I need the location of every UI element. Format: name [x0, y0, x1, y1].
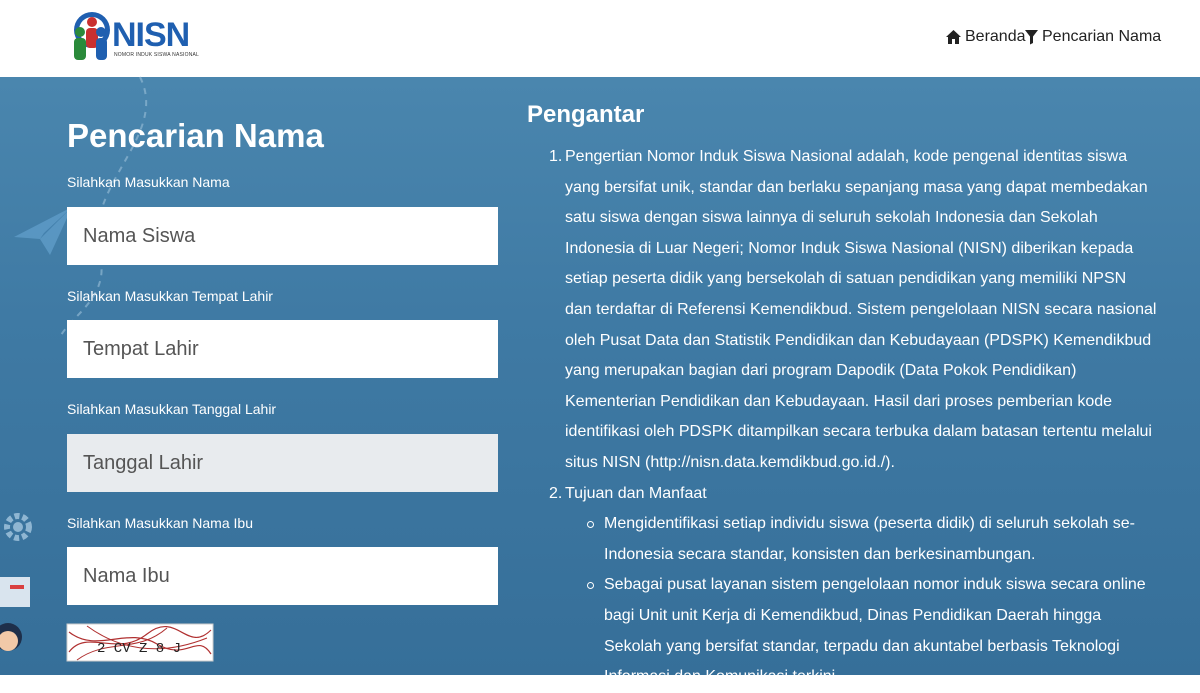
- nav-beranda-link[interactable]: [945, 28, 1026, 46]
- tanggal-lahir-input[interactable]: [67, 434, 498, 492]
- nama-ibu-label: Silahkan Masukkan Nama Ibu: [67, 515, 253, 531]
- intro-item-2: [527, 479, 1157, 510]
- logo-subtext: NOMOR INDUK SISWA NASIONAL: [114, 52, 200, 58]
- filter-icon: [1024, 29, 1039, 45]
- tanggal-lahir-label: Silahkan Masukkan Tanggal Lahir: [67, 401, 277, 417]
- captcha-image: [67, 624, 213, 661]
- intro-item-1: [527, 142, 1157, 479]
- nama-siswa-input[interactable]: [67, 207, 498, 265]
- intro-subitem-1-text: Mengidentifikasi setiap individu siswa (peserta didik) di seluruh sekolah se-Indonesia secara standar, konsisten dan berkesinambungan.: [604, 515, 1135, 563]
- person-illustration: [0, 577, 40, 677]
- tempat-lahir-input[interactable]: [67, 320, 498, 378]
- intro-item-1-number: 1.: [549, 148, 563, 165]
- gear-icon: [0, 507, 40, 547]
- nav-beranda-label: Beranda: [965, 28, 1026, 45]
- top-navbar: [0, 0, 1200, 77]
- nisn-logo[interactable]: [68, 8, 200, 66]
- intro-list: [527, 142, 1157, 693]
- nav-pencarian-nama-link[interactable]: [1024, 28, 1161, 46]
- logo-text: NISN: [112, 16, 190, 54]
- main-section: [0, 77, 1200, 686]
- nama-ibu-input[interactable]: [67, 547, 498, 605]
- intro-subitem-2-text: Sebagai pusat layanan sistem pengelolaan nomor induk siswa secara online bagi Unit unit Kerja di Kemendikbud, Dinas Pendidikan Daerah hingga Sekolah yang bersifat standar, terpadu dan akuntabel berbasis Teknologi Informasi dan Komunikasi terkini.: [604, 576, 1146, 686]
- bullet-icon: [587, 582, 594, 589]
- nama-label: Silahkan Masukkan Nama: [67, 174, 230, 190]
- nav-pencarian-nama-label: Pencarian Nama: [1042, 28, 1162, 45]
- intro-item-2-number: 2.: [549, 484, 563, 502]
- students-logo-icon: [68, 8, 116, 66]
- paper-plane-icon: [14, 197, 74, 257]
- intro-title: Pengantar: [527, 101, 645, 128]
- form-title: Pencarian Nama: [67, 117, 324, 154]
- intro-subitem-1: [527, 509, 1157, 570]
- intro-item-1-text: Pengertian Nomor Induk Siswa Nasional adalah, kode pengenal identitas siswa yang bersifat unik, standar dan berlaku sepanjang masa yang dapat membedakan satu siswa dengan siswa lainnya di seluruh sekolah Indonesia dan Sekolah Indonesia di Luar Negeri; Nomor Induk Siswa Nasional (NISN) diberikan kepada setiap peserta didik yang bersekolah di satuan pendidikan yang memiliki NPSN dan terdaftar di Referensi Kemendikbud. Sistem pengelolaan NISN secara nasional oleh Pusat Data dan Statistik Pendidikan dan Kebudayaan (PDSPK) Kemendikbud yang merupakan bagian dari program Dapodik (Data Pokok Pendidikan) Kementerian Pendidikan dan Kebudayaan. Hasil dari proses pemberian kode identifikasi oleh PDSPK ditampilkan secara terbuka dalam batasan tertentu melalui situs NISN (http://nisn.data.kemdikbud.go.id./).: [565, 148, 1157, 471]
- tempat-lahir-label: Silahkan Masukkan Tempat Lahir: [67, 288, 273, 304]
- intro-subitem-2: [527, 570, 1157, 692]
- home-icon: [945, 29, 962, 45]
- bullet-icon: [587, 521, 594, 528]
- intro-item-2-text: Tujuan dan Manfaat: [565, 484, 707, 502]
- captcha-text: 2 CV Z 8 J: [96, 641, 182, 657]
